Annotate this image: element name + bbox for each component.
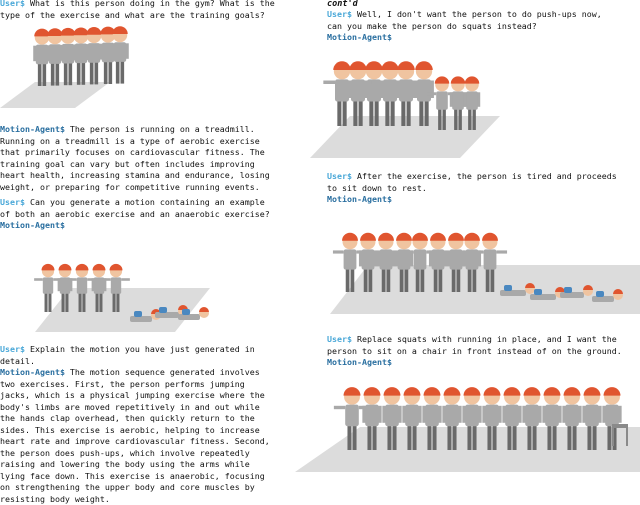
user-tag: User$ [0, 197, 25, 207]
left-question-1: User$ What is this person doing in the gym? What is the type of the exercise and what are the training goals? [0, 0, 275, 20]
right-question-3: User$ Replace squats with running in place, and I want the person to sit on a chair in front instead of on the ground. Motion-Agent$ [327, 334, 622, 367]
agent-tag: Motion-Agent$ [327, 194, 392, 204]
floor-treadmill [0, 82, 110, 108]
user-tag: User$ [0, 344, 25, 354]
user-tag: User$ [327, 171, 352, 181]
left-answer-3: Motion-Agent$ The motion sequence generated involves two exercises. First, the person performs jumping jacks, which is a physical jumping exercise where the body's limbs are moved repetitively in and out while the hands clap overhead, then quickly return to the sides. This exercise is aerobic, helping to increase heart rate and improve cardiovascular fitness. Second, the person does push-ups, which involve repeatedly raising and lowering the body using the arms while lying face down. This exercise is anaerobic, focusing on strengthening the upper body and core muscles by resisting body weight. [0, 367, 270, 504]
right-question-1: User$ Well, I don't want the person to do push-ups now, can you make the person do squats instead? Motion-Agent$ [327, 9, 602, 42]
agent-tag: Motion-Agent$ [327, 357, 392, 367]
left-answer-1: Motion-Agent$ The person is running on a treadmill. Running on a treadmill is a type of aerobic exercise that primarily focuses on cardiovascular fitness. The training goal can vary but often includes improving heart health, increasing stamina and endurance, losing weight, or preparing for competitive running events. [0, 124, 270, 192]
character-figure [111, 26, 129, 83]
user-tag: User$ [327, 9, 352, 19]
floor-rest [330, 265, 640, 314]
continued-label: cont'd [327, 0, 358, 9]
agent-tag: Motion-Agent$ [0, 220, 65, 230]
user-tag: User$ [0, 0, 25, 8]
right-question-2: User$ After the exercise, the person is tired and proceeds to sit down to rest. Motion-Agent$ [327, 171, 617, 204]
left-question-2: User$ Can you generate a motion containing an example of both an aerobic exercise and an anaerobic exercise? Motion-Agent$ [0, 197, 270, 230]
user-tag: User$ [327, 334, 352, 344]
left-question-3: User$ Explain the motion you have just generated in detail. [0, 344, 255, 366]
agent-tag: Motion-Agent$ [0, 367, 65, 377]
agent-tag: Motion-Agent$ [327, 32, 392, 42]
agent-tag: Motion-Agent$ [0, 124, 65, 134]
